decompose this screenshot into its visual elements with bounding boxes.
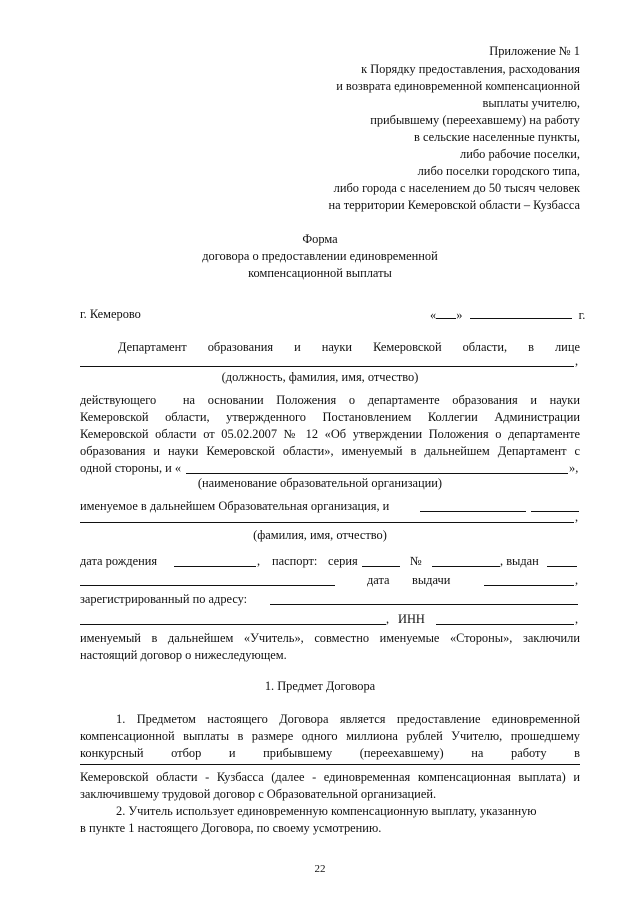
issued-label: , выдан [500,554,539,568]
paragraph-line: в пункте 1 настоящего Договора, по своему усмотрению. [80,821,382,835]
issue-date-blank[interactable] [484,585,574,586]
paragraph-line: конкурсный отбор и прибывшему (переехавшему) на работу в [80,746,580,760]
party2-line: именуемое в дальнейшем Образовательная организация, и [80,499,390,513]
passport-label: паспорт: [272,554,318,568]
number-blank[interactable] [432,566,500,567]
appendix-line: выплаты учителю, [482,96,580,110]
form-subtitle: компенсационной выплаты [248,266,392,280]
appendix-line: либо города с населением до 50 тысяч человек [333,181,580,195]
paragraph-line: Кемеровской области - Кузбасса (далее - единовременная компенсационная выплата) и [80,770,580,784]
party1-blank[interactable] [80,366,574,367]
basis-line: Кемеровской области от 05.02.2007 № 12 «Об утверждении Положения о департаменте [80,427,580,441]
appendix-line: либо рабочие поселки, [460,147,580,161]
basis-line: образования и науки Кемеровской области», именуемый в дальнейшем Департамент с [80,444,580,458]
inn-blank[interactable] [436,624,574,625]
party1-line: Департамент образования и науки Кемеровской области, в лице [118,340,580,354]
issued-blank-2[interactable] [80,585,335,586]
closing-line: именуемый в дальнейшем «Учитель», совместно именуемые «Стороны», заключили [80,631,580,645]
appendix-line: либо поселки городского типа, [417,164,580,178]
address-blank-2[interactable] [80,624,386,625]
city: г. Кемерово [80,307,141,321]
party2-blank-2[interactable] [531,511,579,512]
appendix-line: на территории Кемеровской области – Кузбасса [328,198,580,212]
appendix-line: к Порядку предоставления, расходования [361,62,580,76]
address-label: зарегистрированный по адресу: [80,592,248,606]
page-number: 22 [314,863,326,875]
birth-label: дата рождения [80,554,158,568]
date-day-blank[interactable] [436,307,456,319]
series-label: серия [328,554,358,568]
form-subtitle: договора о предоставлении единовременной [202,249,438,263]
appendix-line: прибывшему (переехавшему) на работу [370,113,580,127]
paragraph-line: компенсационной выплаты в размере одного миллиона рублей Учителю, прошедшему [80,729,580,743]
issue-date-label: дата [367,573,390,587]
address-blank-1[interactable] [270,604,578,605]
paragraph-line: 1. Предметом настоящего Договора является предоставление единовременной [116,712,580,726]
paragraph-line: заключившему трудовой договор с Образовательной организацией. [80,787,437,801]
party2-blank-1[interactable] [420,511,526,512]
appendix-line: и возврата единовременной компенсационной [336,79,580,93]
basis-line: одной стороны, и « [80,461,182,475]
closing-line: настоящий договор о нижеследующем. [80,648,287,662]
series-blank[interactable] [362,566,400,567]
birth-date-blank[interactable] [174,566,256,567]
teacher-name-blank[interactable] [80,522,574,523]
paragraph-line: 2. Учитель использует единовременную компенсационную выплату, указанную [116,804,537,818]
caption: (фамилия, имя, отчество) [253,528,387,542]
caption: (должность, фамилия, имя, отчество) [221,370,419,384]
issued-blank-1[interactable] [547,566,577,567]
section-heading: 1. Предмет Договора [264,679,376,693]
form-title: Форма [302,232,338,246]
number-label: № [410,554,422,568]
organization-name-blank[interactable] [186,473,568,474]
caption: (наименование образовательной организации) [197,476,443,490]
basis-line: действующего на основании Положения о департаменте образования и науки [80,393,580,407]
appendix-line: в сельские населенные пункты, [414,130,580,144]
basis-line: Кемеровской области, утвержденного Постановлением Коллегии Администрации [80,410,580,424]
date-field: « » г. [430,308,586,322]
appendix-line: Приложение № 1 [489,44,580,58]
date-month-blank[interactable] [470,307,572,319]
issue-label: выдачи [412,573,451,587]
inn-label: ИНН [398,612,425,626]
locality-blank[interactable] [80,764,580,765]
